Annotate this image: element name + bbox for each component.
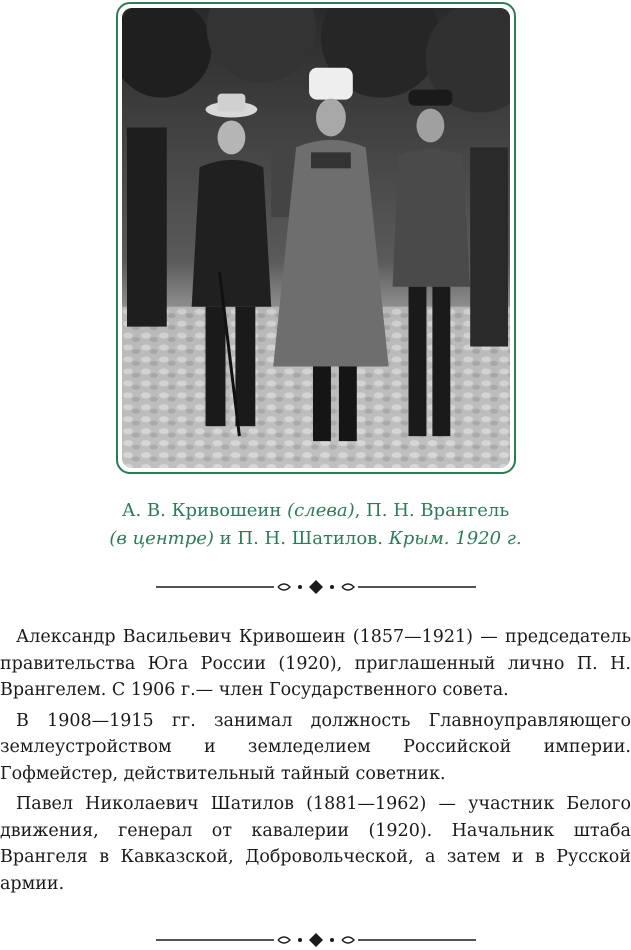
ornament-divider bbox=[156, 932, 476, 948]
caption-place-date: Крым. 1920 г. bbox=[388, 528, 522, 549]
paragraph: В 1908—1915 гг. занимал должность Главноуправляющего землеустройством и земледелием Российской империи. Гофмейстер, действительный тайный советник. bbox=[0, 710, 631, 784]
paragraph: Александр Васильевич Кривошеин (1857—1921) — председатель правительства Юга России (1920), приглашенный лично П. Н. Врангелем. С 1906 г.— член Государственного совета. bbox=[0, 627, 631, 700]
caption-name: А. В. Кривошеин bbox=[121, 500, 282, 521]
photo-frame bbox=[116, 2, 516, 474]
caption-note-left: (слева) bbox=[287, 500, 355, 521]
photo-caption bbox=[0, 497, 631, 553]
paragraph: Павел Николаевич Шатилов (1881—1962) — участник Белого движения, генерал от кавалерии (1920). Начальник штаба Врангеля в Кавказской, Добровольческой, а затем и в Русской армии. bbox=[0, 794, 631, 894]
caption-note-center: (в центре) bbox=[109, 528, 214, 549]
body-text bbox=[0, 624, 631, 901]
caption-name: , П. Н. Врангель bbox=[354, 500, 510, 521]
historical-photograph bbox=[122, 8, 510, 468]
caption-name: и П. Н. Шатилов. bbox=[213, 528, 384, 549]
ornament-divider bbox=[156, 579, 476, 595]
